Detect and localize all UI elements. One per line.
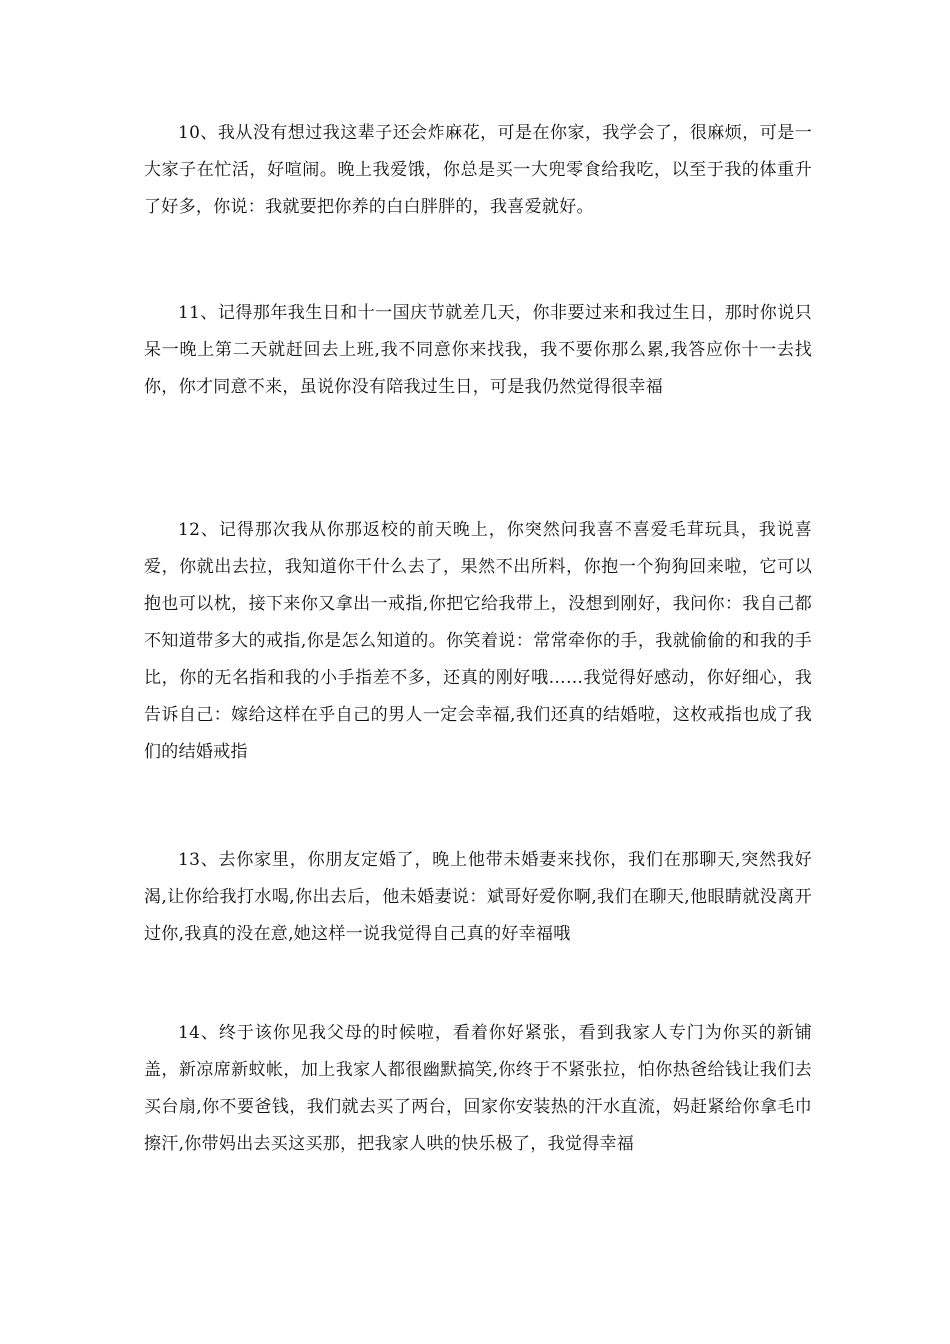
paragraph-13: 13、去你家里，你朋友定婚了，晚上他带未婚妻来找你，我们在那聊天,突然我好渴,让你给我打水喝,你出去后，他未婚妻说：斌哥好爱你啊,我们在聊天,他眼睛就没离开过你,我真的没在意,她这样一说我觉得自己真的好幸福哦 — [144, 850, 812, 944]
paragraph-12: 12、记得那次我从你那返校的前天晚上，你突然问我喜不喜爱毛茸玩具，我说喜爱，你就出去拉，我知道你干什么去了，果然不出所料，你抱一个狗狗回来啦，它可以抱也可以枕，接下来你又拿出一戒指,你把它给我带上，没想到刚好，我问你：我自己都不知道带多大的戒指,你是怎么知道的。你笑着说：常常牵你的手，我就偷偷的和我的手比，你的无名指和我的小手指差不多，还真的刚好哦……我觉得好感动，你好细心，我告诉自己：嫁给这样在乎自己的男人一定会幸福,我们还真的结婚啦，这枚戒指也成了我们的结婚戒指 — [144, 520, 812, 762]
paragraph-14: 14、终于该你见我父母的时候啦，看着你好紧张，看到我家人专门为你买的新铺盖，新凉席新蚊帐，加上我家人都很幽默搞笑,你终于不紧张拉，怕你热爸给钱让我们去买台扇,你不要爸钱，我们就去买了两台，回家你安装热的汗水直流，妈赶紧给你拿毛巾擦汗,你带妈出去买这买那，把我家人哄的快乐极了，我觉得幸福 — [144, 1023, 812, 1154]
paragraph-11: 11、记得那年我生日和十一国庆节就差几天，你非要过来和我过生日，那时你说只呆一晚上第二天就赶回去上班,我不同意你来找我，我不要你那么累,我答应你十一去找你，你才同意不来，虽说你没有陪我过生日，可是我仍然觉得很幸福 — [144, 303, 812, 397]
paragraph-10: 10、我从没有想过我这辈子还会炸麻花，可是在你家，我学会了，很麻烦，可是一大家子在忙活，好喧闹。晚上我爱饿，你总是买一大兜零食给我吃，以至于我的体重升了好多，你说：我就要把你养的白白胖胖的，我喜爱就好。 — [144, 123, 812, 217]
